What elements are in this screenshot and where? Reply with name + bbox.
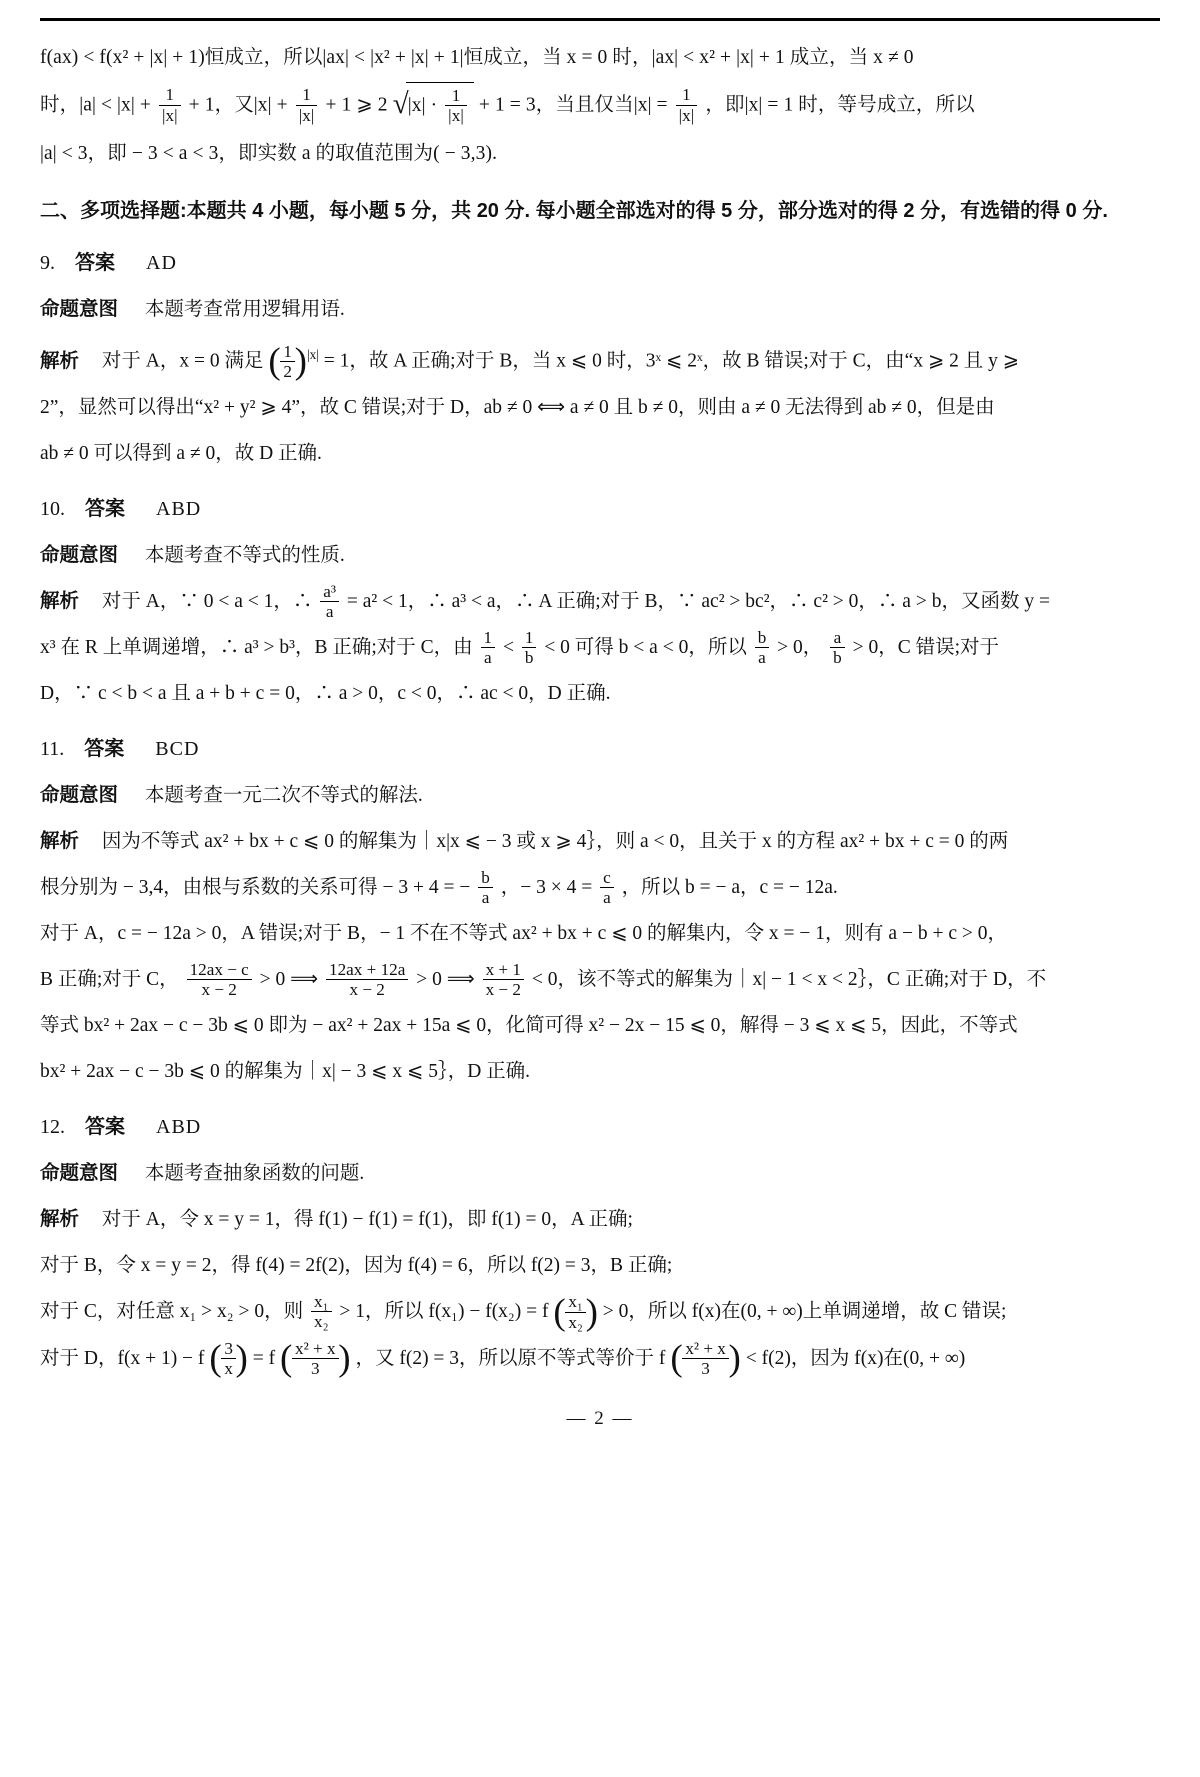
intent-row-11 — [40, 773, 1160, 818]
analysis-12-line-6: 对于 D，f(x + 1) − f — [40, 1347, 205, 1369]
big-paren-three-over-x — [209, 1336, 248, 1382]
analysis-10-line-3: x³ 在 R 上单调递增，∴ a³ > b³，B 正确;对于 C，由 — [40, 637, 473, 659]
page-number: — 2 — — [566, 1408, 634, 1430]
answer-value: ABD — [156, 498, 202, 521]
big-paren-x2x-over-3-1 — [280, 1336, 351, 1382]
fraction-numerator: b — [481, 867, 490, 887]
fraction-denominator: x — [221, 1358, 236, 1378]
top-continuation — [40, 35, 1160, 177]
fraction-denominator: x₂ — [311, 1311, 332, 1331]
analysis-10 — [40, 578, 1160, 717]
answer-label: 答案 — [75, 252, 115, 274]
intent-text: 本题考查一元二次不等式的解法. — [144, 785, 423, 807]
item-number: 10. — [40, 498, 65, 521]
fraction-denominator: a — [478, 887, 493, 907]
fraction-denominator: |x| — [296, 105, 318, 125]
fraction-x1-over-x2-inner — [565, 1292, 586, 1331]
fraction-numerator: c — [603, 867, 611, 887]
fraction-numerator: ( x₁ — [568, 1292, 583, 1312]
analysis-11-line-4: ，所以 b = − a，c = − 12a. — [621, 877, 838, 899]
fraction-numerator: a³ — [323, 581, 337, 601]
analysis-12-line-8: ，又 f(2) = 3，所以原不等式等价于 f — [355, 1347, 666, 1369]
analysis-9-line-2: = 1，故 A 正确;对于 B，当 x ⩽ 0 时，3ˣ ⩽ 2ˣ，故 B 错误;对于 C，由“x ⩾ 2 且 y ⩾ — [323, 350, 1020, 372]
fraction-one-over-absx-2 — [296, 85, 318, 124]
page-top-rule — [40, 18, 1160, 21]
continuation-line-2-a: 时，|a| < |x| + — [40, 94, 151, 116]
answer-value: BCD — [155, 738, 200, 761]
answer-value: ABD — [156, 1116, 202, 1139]
fraction-numerator: 1 — [165, 85, 175, 105]
analysis-label: 解析 — [40, 349, 80, 372]
analysis-11-line-2: 根分别为 − 3,4，由根与系数的关系可得 − 3 + 4 = − — [40, 877, 471, 899]
analysis-12-line-9: < f(2)，因为 f(x)在(0, + ∞) — [745, 1347, 966, 1369]
continuation-line-3: |a| < 3，即 − 3 < a < 3，即实数 a 的取值范围为( − 3,3). — [40, 143, 498, 164]
analysis-9-line-4: ab ≠ 0 可以得到 a ≠ 0，故 D 正确. — [40, 443, 322, 465]
answer-label: 答案 — [84, 738, 125, 761]
answer-label: 答案 — [85, 498, 125, 521]
fraction-b-over-a — [755, 628, 770, 667]
fraction-numerator: 1 — [451, 85, 461, 105]
item-number: 9. — [40, 252, 55, 274]
fraction-numerator: 12ax + 12a — [328, 959, 406, 979]
fraction-denominator: |x| — [159, 105, 181, 125]
intent-text: 本题考查常用逻辑用语. — [144, 299, 345, 320]
analysis-10-line-4: < 0 可得 b < a < 0，所以 — [544, 637, 747, 659]
analysis-11-line-9: < 0，该不等式的解集为｜x| − 1 < x < 2｝，C 正确;对于 D，不 — [531, 969, 1047, 991]
fraction-denominator: 2 — [280, 361, 295, 381]
analysis-10-line-7: D，∵ c < b < a 且 a + b + c = 0，∴ a > 0，c < 0，∴ ac < 0，D 正确. — [40, 683, 611, 705]
fraction-numerator: 1 — [524, 627, 534, 647]
radical-body: |x| · $\frac{1}{|x|}$ — [406, 82, 474, 129]
continuation-line-2-e: ，即|x| = 1 时，等号成立，所以 — [705, 94, 975, 116]
fraction-numerator: b — [757, 627, 767, 647]
fraction-one-over-absx-4 — [676, 85, 698, 124]
fraction-denominator: b — [522, 647, 537, 667]
answer-item-11 — [40, 727, 1160, 1095]
fraction-a-over-b — [830, 628, 845, 667]
fraction-numerator: x + 1 — [485, 959, 521, 979]
intent-label: 命题意图 — [40, 784, 119, 807]
analysis-11-line-3: ，− 3 × 4 = — [500, 877, 593, 899]
analysis-12-line-5: > 0，所以 f(x)在(0, + ∞)上单调递增，故 C 错误; — [602, 1301, 1007, 1323]
fraction-c-over-a — [600, 868, 614, 907]
fraction-numerator: ( x² + x — [295, 1338, 336, 1358]
fraction-x2x-over-3-1 — [292, 1339, 339, 1378]
intent-label: 命题意图 — [40, 1162, 119, 1185]
answer-header-9 — [40, 241, 1160, 285]
analysis-11-line-7: > 0 ⟹ — [259, 969, 319, 991]
answer-header-12 — [40, 1105, 1160, 1149]
fraction-denominator: x − 2 — [187, 979, 252, 999]
analysis-12-line-7: = f — [252, 1347, 276, 1369]
fraction-denominator: b — [830, 647, 845, 667]
exponent-absx: |x| — [306, 347, 319, 362]
answer-item-10 — [40, 487, 1160, 717]
continuation-line-2 — [40, 81, 1160, 131]
fraction-numerator: ( 3 — [224, 1338, 233, 1358]
fraction-one-over-a — [481, 628, 496, 667]
analysis-11-line-6: B 正确;对于 C， — [40, 969, 179, 991]
analysis-12 — [40, 1196, 1160, 1382]
analysis-12-row-4 — [40, 1336, 1160, 1383]
continuation-line-2-d: + 1 = 3，当且仅当|x| = — [478, 94, 668, 116]
fraction-12ax-minus-c — [187, 960, 252, 999]
fraction-a3-over-a — [320, 582, 339, 621]
intent-label: 命题意图 — [40, 298, 119, 320]
analysis-9-line-3: 2”，显然可以得出“x² + y² ⩾ 4”，故 C 错误;对于 D，ab ≠ 0 ⟺ a ≠ 0 且 b ≠ 0，则由 a ≠ 0 无法得到 ab ≠ 0，但是由 — [40, 397, 995, 419]
analysis-10-line-6: > 0，C 错误;对于 — [852, 637, 1000, 659]
fraction-numerator: 1 — [682, 85, 691, 105]
big-paren-x2x-over-3-2 — [670, 1336, 741, 1382]
analysis-10-line-3-row: x³ 在 R 上单调递增，∴ a³ > b³，B 正确;对于 C，由 $\frac{1}{a}$ < $\frac{1}{b}$ < 0 可得 b < a < 0，所以 $\frac{b}{a}$ > 0， $\frac{a}{b}$ > 0，C 错误;对于 — [40, 627, 1000, 668]
fraction-one-over-absx-3 — [445, 86, 467, 125]
fraction-denominator: x − 2 — [483, 979, 524, 999]
analysis-12-line-4: > 1，所以 f(x₁) − f(x₂) = f — [339, 1301, 549, 1323]
fraction-numerator: ( 1 — [283, 341, 292, 361]
answer-header-11 — [40, 727, 1160, 771]
fraction-half — [280, 342, 295, 381]
fraction-denominator: |x| — [445, 105, 467, 125]
analysis-12-row-3 — [40, 1289, 1160, 1336]
big-paren-x1-over-x2 — [553, 1290, 598, 1336]
continuation-line-2-b: + 1，又|x| + — [188, 94, 288, 116]
answer-item-12 — [40, 1105, 1160, 1382]
fraction-12ax-plus-12a — [326, 960, 408, 999]
analysis-10-line-5: > 0， — [777, 637, 823, 659]
analysis-12-row-2: 对于 B，令 x = y = 2，得 f(4) = 2f(2)，因为 f(4) = 6，所以 f(2) = 3，B 正确; — [40, 1255, 673, 1277]
analysis-11 — [40, 818, 1160, 1095]
analysis-label: 解析 — [40, 590, 80, 613]
analysis-9-line-1: 对于 A，x = 0 满足 — [101, 350, 264, 372]
fraction-denominator: a — [755, 647, 770, 667]
fraction-denominator: a — [481, 647, 496, 667]
fraction-denominator: 3 — [682, 1358, 729, 1378]
fraction-b-over-a-2 — [478, 868, 493, 907]
fraction-one-over-b — [522, 628, 537, 667]
analysis-12-row-1 — [40, 1196, 1160, 1243]
radical-sign: √ — [392, 88, 409, 120]
fraction-denominator: a — [600, 887, 614, 907]
fraction-denominator: |x| — [676, 105, 698, 125]
analysis-11-row-1 — [40, 818, 1160, 865]
continuation-line-2-c: + 1 ⩾ 2 — [325, 94, 388, 116]
continuation-line-1: f(ax) < f(x² + |x| + 1)恒成立，所以|ax| < |x² + |x| + 1|恒成立，当 x = 0 时，|ax| < x² + |x| + 1 成立，当 x ≠ 0 — [40, 47, 914, 68]
fraction-denominator: 3 — [292, 1358, 339, 1378]
fraction-denominator: x − 2 — [326, 979, 408, 999]
analysis-11-row-2 — [40, 865, 1160, 911]
fraction-numerator: a — [833, 627, 842, 647]
analysis-11-row-3: 对于 A，c = − 12a > 0，A 错误;对于 B，− 1 不在不等式 ax² + bx + c ⩽ 0 的解集内，令 x = − 1，则有 a − b + c > 0， — [40, 923, 1007, 945]
item-number: 12. — [40, 1116, 65, 1139]
intent-row-10 — [40, 533, 1160, 578]
fraction-numerator: 1 — [483, 627, 493, 647]
analysis-11-row-5: 等式 bx² + 2ax − c − 3b ⩽ 0 即为 − ax² + 2ax + 15a ⩽ 0，化简可得 x² − 2x − 15 ⩽ 0，解得 − 3 ⩽ x ⩽ 5，因此，不等式 — [40, 1015, 1018, 1037]
analysis-12-line-1: 对于 A，令 x = y = 1，得 f(1) − f(1) = f(1)，即 f(1) = 0，A 正确; — [101, 1209, 633, 1231]
analysis-11-row-6: bx² + 2ax − c − 3b ⩽ 0 的解集为｜x| − 3 ⩽ x ⩽ 5｝，D 正确. — [40, 1061, 531, 1083]
fraction-denominator: x₂ — [565, 1312, 586, 1332]
intent-row-12 — [40, 1151, 1160, 1196]
intent-text: 本题考查抽象函数的问题. — [144, 1163, 365, 1185]
square-root-icon — [393, 81, 474, 131]
analysis-11-row-4 — [40, 957, 1160, 1003]
item-number: 11. — [40, 738, 65, 761]
fraction-numerator: 1 — [302, 85, 311, 105]
fraction-three-over-x — [221, 1339, 236, 1378]
fraction-numerator: ( x² + x — [685, 1338, 726, 1358]
section-heading: 二、多项选择题:本题共 4 小题，每小题 5 分，共 20 分. 每小题全部选对的得 5 分，部分选对的得 2 分，有选错的得 0 分. — [40, 200, 1108, 222]
answer-value: AD — [146, 252, 177, 274]
fraction-x1-over-x2 — [311, 1292, 332, 1331]
fraction-one-over-absx-1 — [159, 85, 181, 124]
fraction-numerator: 12ax − c — [189, 959, 249, 979]
analysis-11-line-1: 因为不等式 ax² + bx + c ⩽ 0 的解集为｜x|x ⩽ − 3 或 x ⩾ 4｝，则 a < 0，且关于 x 的方程 ax² + bx + c = 0 的两 — [101, 831, 1009, 853]
analysis-12-line-3: 对于 C，对任意 x₁ > x₂ > 0，则 — [40, 1301, 304, 1323]
answer-item-9 — [40, 241, 1160, 477]
intent-text: 本题考查不等式的性质. — [144, 545, 345, 567]
fraction-x2x-over-3-2 — [682, 1339, 729, 1378]
fraction-numerator: x₁ — [313, 1291, 329, 1311]
intent-label: 命题意图 — [40, 544, 119, 567]
answer-header-10 — [40, 487, 1160, 531]
analysis-label: 解析 — [40, 830, 80, 853]
fraction-denominator: a — [320, 601, 339, 621]
analysis-9 — [40, 332, 1160, 477]
big-paren-half — [268, 339, 307, 385]
intent-row-9 — [40, 287, 1160, 332]
answer-label: 答案 — [85, 1116, 125, 1139]
analysis-10-line-2: = a² < 1，∴ a³ < a，∴ A 正确;对于 B，∵ ac² > bc²，∴ c² > 0，∴ a > b，又函数 y = — [346, 591, 1050, 613]
analysis-11-line-8: > 0 ⟹ — [416, 969, 475, 991]
analysis-10-line-1: 对于 A，∵ 0 < a < 1，∴ — [101, 591, 313, 613]
fraction-x-plus-1-over-x-minus-2 — [483, 960, 524, 999]
analysis-label: 解析 — [40, 1208, 80, 1231]
